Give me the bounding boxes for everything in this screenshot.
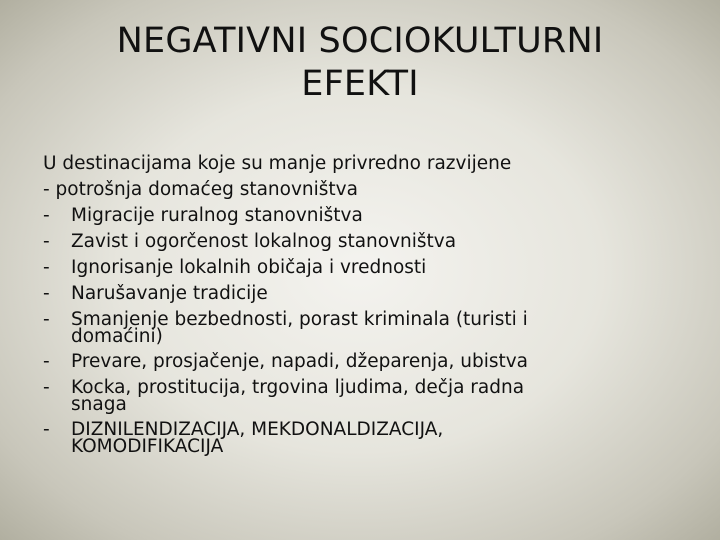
bullet-item xyxy=(43,255,683,281)
bullet-item xyxy=(43,229,683,255)
bullet-item xyxy=(43,417,683,455)
bullet-item xyxy=(43,203,683,229)
bullet-marker: - xyxy=(43,205,50,226)
bullet-list xyxy=(43,203,683,455)
bullet-text: Narušavanje tradicije xyxy=(71,283,268,304)
bullet-text: Prevare, prosjačenje, napadi, džeparenja, ubistva xyxy=(71,351,529,372)
bullet-text-continuation: KOMODIFIKACIJA xyxy=(71,436,224,457)
bullet-text-continuation: snaga xyxy=(71,394,127,415)
bullet-marker: - xyxy=(43,351,50,372)
bullet-text: Smanjenje bezbednosti, porast kriminala (turisti i xyxy=(71,309,528,330)
bullet-text: Zavist i ogorčenost lokalnog stanovništva xyxy=(71,231,457,252)
bullet-marker: - xyxy=(43,257,50,278)
bullet-text: Migracije ruralnog stanovništva xyxy=(71,205,363,226)
slide-body xyxy=(43,151,683,459)
bullet-marker: - xyxy=(43,309,50,330)
bullet-marker: - xyxy=(43,231,50,252)
slide-title-line-2: EFEKTI xyxy=(301,64,419,104)
slide-title xyxy=(40,20,680,106)
intro-line-2: - potrošnja domaćeg stanovništva xyxy=(43,179,358,200)
bullet-text-continuation: domaćini) xyxy=(71,326,163,347)
intro-line-1: U destinacijama koje su manje privredno razvijene xyxy=(43,153,512,174)
bullet-text: DIZNILENDIZACIJA, MEKDONALDIZACIJA, xyxy=(71,419,444,440)
bullet-text: Kocka, prostitucija, trgovina ljudima, dečja radna xyxy=(71,377,525,398)
slide-title-line-1: NEGATIVNI SOCIOKULTURNI xyxy=(116,21,604,61)
bullet-marker: - xyxy=(43,377,50,398)
bullet-marker: - xyxy=(43,419,50,440)
bullet-item xyxy=(43,375,683,413)
bullet-item xyxy=(43,307,683,345)
bullet-marker: - xyxy=(43,283,50,304)
bullet-text: Ignorisanje lokalnih običaja i vrednosti xyxy=(71,257,427,278)
bullet-item xyxy=(43,349,683,375)
bullet-item xyxy=(43,281,683,307)
